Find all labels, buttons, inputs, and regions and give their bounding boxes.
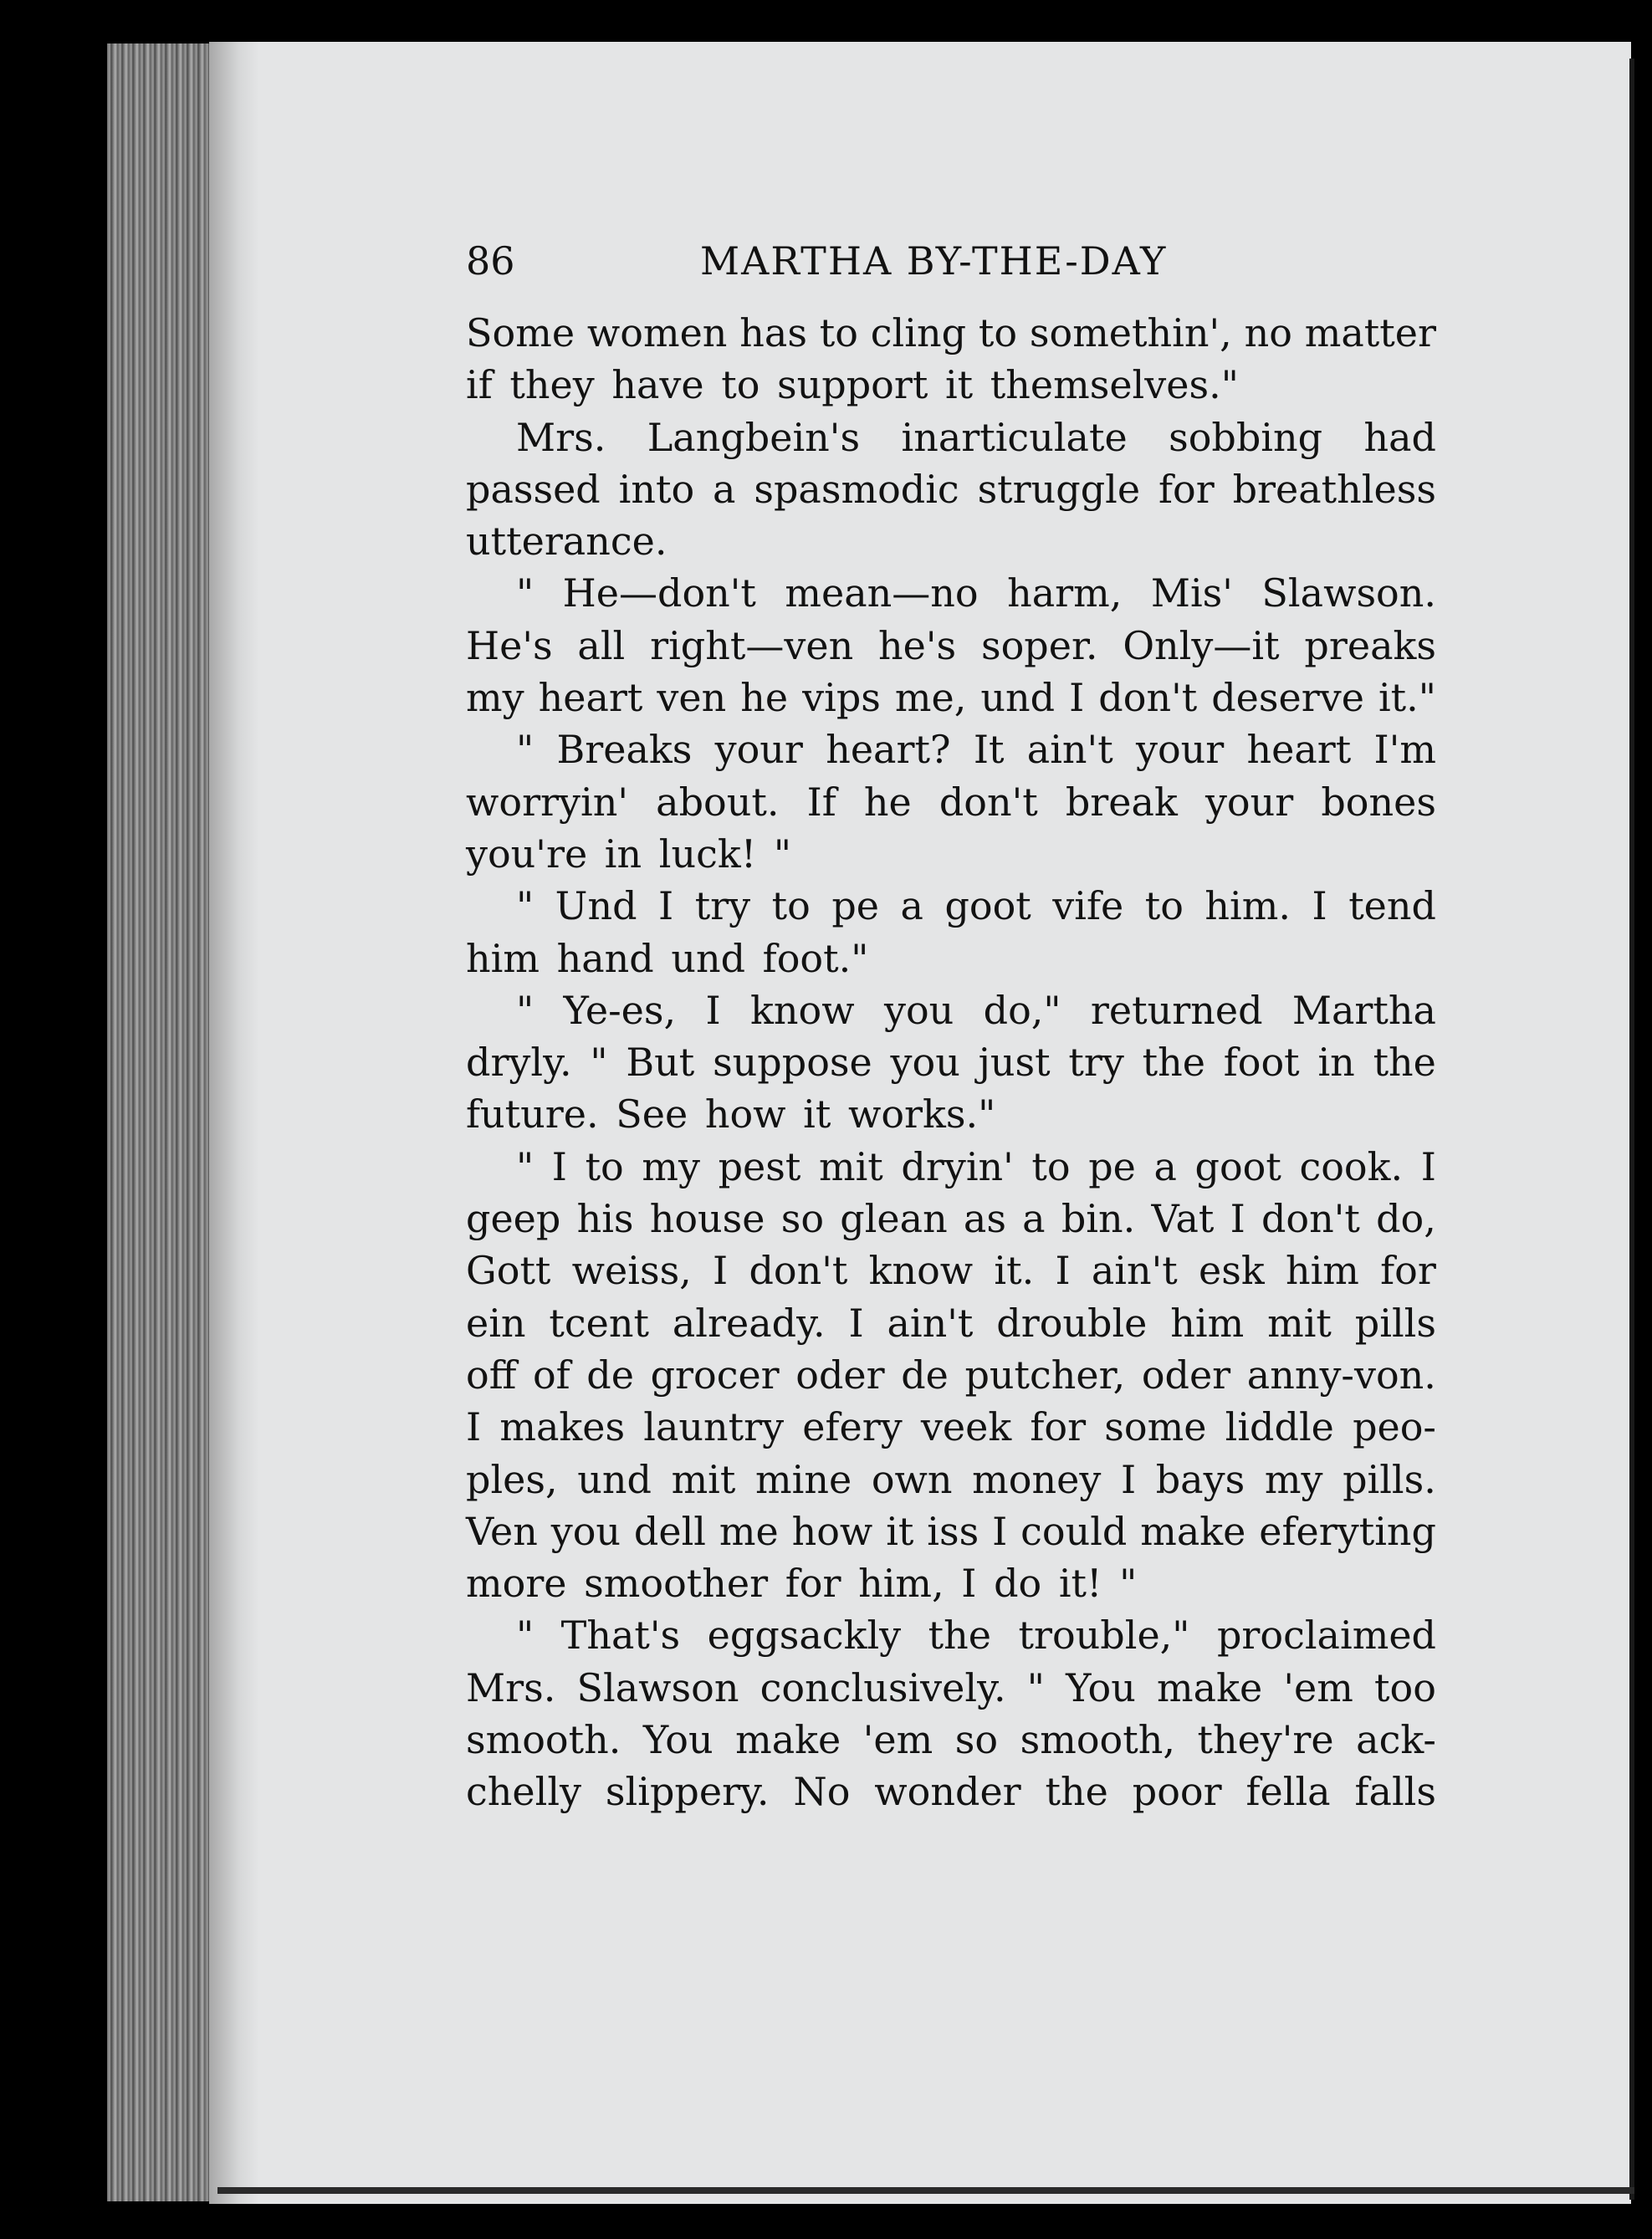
text-line: Mrs. Langbein's inarticulate sobbing had bbox=[516, 414, 1436, 460]
text-line: " That's eggsackly the trouble," proclaimed bbox=[516, 1613, 1436, 1659]
right-page-edge bbox=[1629, 59, 1634, 2200]
text-line: chelly slippery. No wonder the poor fella falls bbox=[466, 1769, 1436, 1815]
text-line: " Breaks your heart? It ain't your heart I'm bbox=[516, 727, 1436, 773]
text-line: " Ye-es, I know you do," returned Martha bbox=[516, 987, 1436, 1033]
text-line: " Und I try to pe a goot vife to him. I tend bbox=[516, 883, 1436, 929]
text-line: " I to my pest mit dryin' to pe a goot cook. I bbox=[516, 1143, 1436, 1189]
text-line: ein tcent already. I ain't drouble him mit pills bbox=[466, 1300, 1436, 1346]
text-line: Ven you dell me how it iss I could make eferyting bbox=[466, 1508, 1436, 1554]
page-edges bbox=[107, 43, 224, 2201]
body-text bbox=[466, 307, 1436, 1818]
text-line: if they have to support it themselves." bbox=[466, 362, 1239, 408]
text-line: Gott weiss, I don't know it. I ain't esk him for bbox=[466, 1248, 1436, 1294]
page-header bbox=[466, 238, 1436, 307]
text-line: more smoother for him, I do it! " bbox=[466, 1561, 1138, 1607]
text-line: I makes launtry efery veek for some liddle peo- bbox=[466, 1404, 1436, 1450]
text-line: ples, und mit mine own money I bays my pills. bbox=[466, 1456, 1436, 1502]
text-line: Some women has to cling to somethin', no matter bbox=[466, 310, 1436, 355]
text-line: worryin' about. If he don't break your bones bbox=[466, 779, 1436, 825]
text-line: you're in luck! " bbox=[466, 831, 792, 877]
text-line: off of de grocer oder de putcher, oder anny-von. bbox=[466, 1352, 1436, 1398]
text-line: future. See how it works." bbox=[466, 1091, 996, 1137]
text-line: passed into a spasmodic struggle for breathless bbox=[466, 466, 1436, 512]
spine-shadow bbox=[209, 42, 259, 2204]
text-block bbox=[466, 238, 1436, 1818]
text-line: my heart ven he vips me, und I don't deserve it." bbox=[466, 675, 1436, 721]
text-line: dryly. " But suppose you just try the foot in the bbox=[466, 1040, 1436, 1086]
text-line: " He—don't mean—no harm, Mis' Slawson. bbox=[516, 570, 1436, 616]
text-line: He's all right—ven he's soper. Only—it preaks bbox=[466, 622, 1436, 668]
page-number: 86 bbox=[466, 238, 515, 284]
text-line: smooth. You make 'em so smooth, they're ack- bbox=[466, 1717, 1436, 1763]
bottom-page-edge bbox=[217, 2187, 1634, 2194]
text-line: utterance. bbox=[466, 519, 667, 565]
text-line: geep his house so glean as a bin. Vat I don't do, bbox=[466, 1196, 1436, 1242]
running-head: MARTHA BY-THE-DAY bbox=[700, 238, 1168, 284]
text-line: Mrs. Slawson conclusively. " You make 'em too bbox=[466, 1664, 1436, 1710]
text-line: him hand und foot." bbox=[466, 935, 869, 981]
